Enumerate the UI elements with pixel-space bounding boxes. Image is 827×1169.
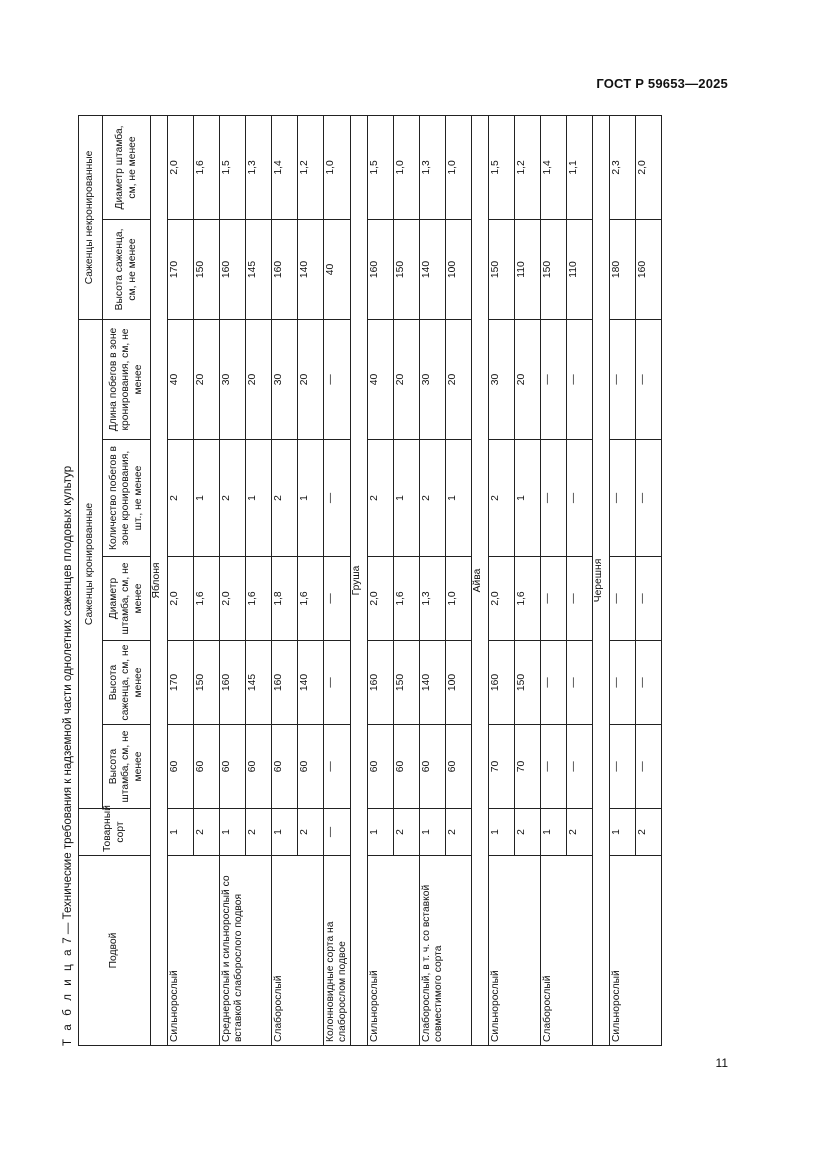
value-cell: 160 xyxy=(368,641,394,725)
value-cell: 1,5 xyxy=(368,115,394,219)
value-cell: 1,3 xyxy=(246,115,272,219)
value-cell: 1,6 xyxy=(394,557,420,641)
value-cell: 1,0 xyxy=(446,557,472,641)
value-cell: 150 xyxy=(394,219,420,319)
sort-cell: 2 xyxy=(446,809,472,856)
value-cell: 1,0 xyxy=(446,115,472,219)
value-cell: — xyxy=(324,641,351,725)
value-cell: 60 xyxy=(298,725,324,809)
sort-cell: 2 xyxy=(567,809,593,856)
sort-cell: 2 xyxy=(394,809,420,856)
value-cell: 140 xyxy=(298,641,324,725)
value-cell: 145 xyxy=(246,641,272,725)
value-cell: 1,6 xyxy=(194,557,220,641)
value-cell: 150 xyxy=(489,219,515,319)
value-cell: 30 xyxy=(420,319,446,439)
page-number: 11 xyxy=(715,1056,728,1070)
group-row xyxy=(151,115,168,1045)
value-cell: 2 xyxy=(368,440,394,557)
value-cell: 1,3 xyxy=(420,115,446,219)
value-cell: 140 xyxy=(420,641,446,725)
document-code: ГОСТ Р 59653—2025 xyxy=(596,76,728,91)
value-cell: 1 xyxy=(394,440,420,557)
value-cell: 30 xyxy=(220,319,246,439)
header-podvoy: Подвой xyxy=(79,856,151,1046)
value-cell: 150 xyxy=(394,641,420,725)
value-cell: 1,6 xyxy=(246,557,272,641)
sort-cell: 1 xyxy=(220,809,246,856)
value-cell: — xyxy=(610,557,636,641)
group-label: Груша xyxy=(351,115,368,1045)
podvoy-cell: Сильнорослый xyxy=(610,856,662,1046)
value-cell: 160 xyxy=(272,219,298,319)
group-row xyxy=(472,115,489,1045)
group-row xyxy=(593,115,610,1045)
value-cell: 1,0 xyxy=(324,115,351,219)
value-cell: 40 xyxy=(168,319,194,439)
value-cell: — xyxy=(541,725,567,809)
value-cell: 2,0 xyxy=(168,115,194,219)
value-cell: 60 xyxy=(446,725,472,809)
value-cell: 160 xyxy=(220,219,246,319)
value-cell: 60 xyxy=(394,725,420,809)
sort-cell: — xyxy=(324,809,351,856)
value-cell: 100 xyxy=(446,641,472,725)
rotated-table-area xyxy=(60,116,700,1046)
sort-cell: 2 xyxy=(636,809,662,856)
podvoy-cell: Слаборослый xyxy=(272,856,324,1046)
value-cell: — xyxy=(324,319,351,439)
value-cell: — xyxy=(636,557,662,641)
value-cell: 180 xyxy=(610,219,636,319)
value-cell: 70 xyxy=(515,725,541,809)
header-dl-pobegov: Длина побегов в зоне кронирования, см, не менее xyxy=(103,319,151,439)
value-cell: 2,0 xyxy=(220,557,246,641)
sort-cell: 1 xyxy=(541,809,567,856)
table-row xyxy=(168,115,194,1045)
group-label: Черешня xyxy=(593,115,610,1045)
sort-cell: 2 xyxy=(246,809,272,856)
header-diam-shtamba-nekron: Диаметр штамба, см, не менее xyxy=(103,115,151,219)
value-cell: — xyxy=(610,319,636,439)
group-label: Айва xyxy=(472,115,489,1045)
requirements-table xyxy=(78,115,662,1046)
value-cell: 2,3 xyxy=(610,115,636,219)
sort-cell: 1 xyxy=(168,809,194,856)
value-cell: 2,0 xyxy=(168,557,194,641)
value-cell: 160 xyxy=(489,641,515,725)
value-cell: 2 xyxy=(168,440,194,557)
sort-cell: 2 xyxy=(515,809,541,856)
value-cell: 140 xyxy=(420,219,446,319)
value-cell: 1 xyxy=(515,440,541,557)
value-cell: 2 xyxy=(489,440,515,557)
value-cell: 1,5 xyxy=(489,115,515,219)
value-cell: — xyxy=(610,641,636,725)
value-cell: 140 xyxy=(298,219,324,319)
value-cell: — xyxy=(567,319,593,439)
value-cell: 60 xyxy=(272,725,298,809)
table-row xyxy=(220,115,246,1045)
podvoy-cell: Слаборослый xyxy=(541,856,593,1046)
value-cell: 60 xyxy=(168,725,194,809)
header-vys-sazhenca: Высота саженца, см, не менее xyxy=(103,641,151,725)
value-cell: 30 xyxy=(272,319,298,439)
value-cell: 2,0 xyxy=(636,115,662,219)
value-cell: 1 xyxy=(246,440,272,557)
header-diam-shtamba: Диаметр штамба, см, не менее xyxy=(103,557,151,641)
value-cell: — xyxy=(636,319,662,439)
value-cell: 2 xyxy=(220,440,246,557)
value-cell: 160 xyxy=(368,219,394,319)
value-cell: 60 xyxy=(220,725,246,809)
sort-cell: 1 xyxy=(272,809,298,856)
table-row xyxy=(541,115,567,1045)
value-cell: 2,0 xyxy=(368,557,394,641)
caption-word: Т а б л и ц а xyxy=(62,946,74,1046)
value-cell: 145 xyxy=(246,219,272,319)
caption-text: 7 — Технические требования к надземной части однолетних саженцев плодовых культур xyxy=(62,465,74,947)
value-cell: 30 xyxy=(489,319,515,439)
value-cell: — xyxy=(324,440,351,557)
table-row xyxy=(324,115,351,1045)
value-cell: 60 xyxy=(194,725,220,809)
value-cell: 1,6 xyxy=(298,557,324,641)
value-cell: 2,0 xyxy=(489,557,515,641)
sort-cell: 1 xyxy=(420,809,446,856)
value-cell: 100 xyxy=(446,219,472,319)
value-cell: 150 xyxy=(515,641,541,725)
value-cell: 1,6 xyxy=(515,557,541,641)
value-cell: 2 xyxy=(272,440,298,557)
sort-cell: 2 xyxy=(298,809,324,856)
value-cell: 110 xyxy=(567,219,593,319)
value-cell: — xyxy=(636,725,662,809)
value-cell: 170 xyxy=(168,641,194,725)
podvoy-cell: Колонновидные сорта на слаборослом подвое xyxy=(324,856,351,1046)
value-cell: 20 xyxy=(394,319,420,439)
podvoy-cell: Сильнорослый xyxy=(368,856,420,1046)
value-cell: 40 xyxy=(368,319,394,439)
sort-cell: 2 xyxy=(194,809,220,856)
header-nekron-group: Саженцы некронированные xyxy=(79,115,103,319)
value-cell: — xyxy=(636,440,662,557)
value-cell: 20 xyxy=(515,319,541,439)
value-cell: 160 xyxy=(272,641,298,725)
value-cell: — xyxy=(610,725,636,809)
value-cell: — xyxy=(567,641,593,725)
value-cell: 1,8 xyxy=(272,557,298,641)
value-cell: 110 xyxy=(515,219,541,319)
value-cell: 160 xyxy=(636,219,662,319)
value-cell: — xyxy=(636,641,662,725)
value-cell: 1,5 xyxy=(220,115,246,219)
header-kol-pobegov: Количество побегов в зоне кронирования, шт., не менее xyxy=(103,440,151,557)
value-cell: 160 xyxy=(220,641,246,725)
group-label: Яблоня xyxy=(151,115,168,1045)
value-cell: 150 xyxy=(194,641,220,725)
value-cell: — xyxy=(541,440,567,557)
value-cell: — xyxy=(567,725,593,809)
podvoy-cell: Сильнорослый xyxy=(168,856,220,1046)
value-cell: 150 xyxy=(194,219,220,319)
value-cell: — xyxy=(610,440,636,557)
podvoy-cell: Слаборослый, в т. ч. со вставкой совместимого сорта xyxy=(420,856,472,1046)
value-cell: 1,4 xyxy=(272,115,298,219)
value-cell: 70 xyxy=(489,725,515,809)
table-caption xyxy=(60,466,77,1046)
table-row xyxy=(420,115,446,1045)
sort-cell: 1 xyxy=(368,809,394,856)
header-kron-group: Саженцы кронированные xyxy=(79,319,103,808)
sort-cell: 1 xyxy=(489,809,515,856)
table-row xyxy=(272,115,298,1045)
sort-cell: 1 xyxy=(610,809,636,856)
value-cell: 150 xyxy=(541,219,567,319)
table-row xyxy=(610,115,636,1045)
value-cell: 20 xyxy=(446,319,472,439)
value-cell: 20 xyxy=(298,319,324,439)
podvoy-cell: Среднерослый и сильнорослый со вставкой слаборослого подвоя xyxy=(220,856,272,1046)
value-cell: 1 xyxy=(194,440,220,557)
value-cell: 20 xyxy=(246,319,272,439)
value-cell: — xyxy=(324,725,351,809)
value-cell: — xyxy=(541,641,567,725)
value-cell: 1,0 xyxy=(394,115,420,219)
value-cell: — xyxy=(567,440,593,557)
value-cell: 40 xyxy=(324,219,351,319)
header-sort: Товарный сорт xyxy=(79,809,151,856)
value-cell: 1,2 xyxy=(515,115,541,219)
header-vys-shtamba: Высота штамба, см, не менее xyxy=(103,725,151,809)
value-cell: 1,3 xyxy=(420,557,446,641)
value-cell: 60 xyxy=(368,725,394,809)
value-cell: 60 xyxy=(246,725,272,809)
value-cell: 1,6 xyxy=(194,115,220,219)
group-row xyxy=(351,115,368,1045)
podvoy-cell: Сильнорослый xyxy=(489,856,541,1046)
value-cell: 1,4 xyxy=(541,115,567,219)
value-cell: 2 xyxy=(420,440,446,557)
value-cell: 60 xyxy=(420,725,446,809)
value-cell: 1 xyxy=(446,440,472,557)
header-vys-sazhenca-nekron: Высота саженца, см, не менее xyxy=(103,219,151,319)
table-row xyxy=(368,115,394,1045)
value-cell: — xyxy=(567,557,593,641)
value-cell: — xyxy=(541,557,567,641)
table-body xyxy=(151,115,662,1045)
value-cell: 1,1 xyxy=(567,115,593,219)
value-cell: 20 xyxy=(194,319,220,439)
table-row xyxy=(489,115,515,1045)
value-cell: — xyxy=(324,557,351,641)
value-cell: 170 xyxy=(168,219,194,319)
value-cell: 1 xyxy=(298,440,324,557)
value-cell: — xyxy=(541,319,567,439)
value-cell: 1,2 xyxy=(298,115,324,219)
